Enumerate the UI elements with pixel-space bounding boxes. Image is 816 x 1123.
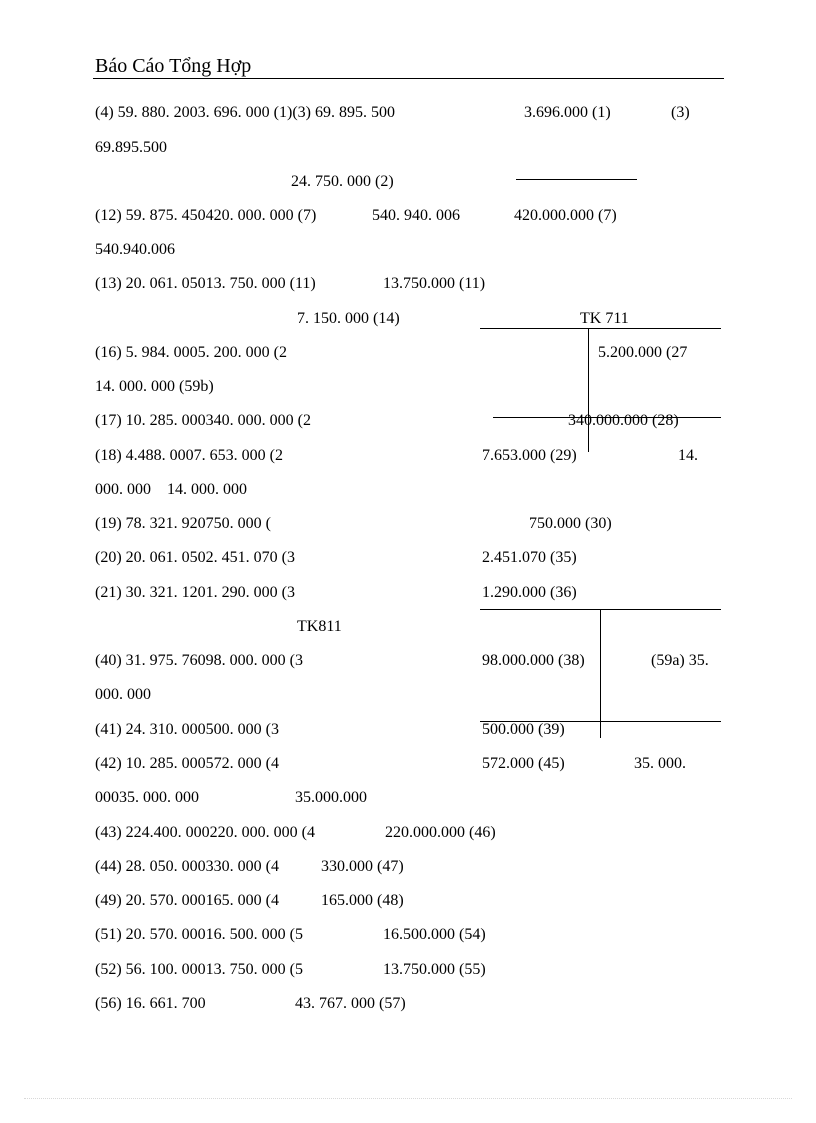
page-bottom-divider bbox=[24, 1098, 792, 1099]
text-line: 7.653.000 (29) bbox=[482, 447, 577, 464]
text-line: 3.696.000 (1) bbox=[524, 104, 611, 121]
text-line: 540.940.006 bbox=[95, 241, 175, 258]
text-line: 24. 750. 000 (2) bbox=[291, 173, 394, 190]
ledger-rule bbox=[516, 179, 637, 180]
text-line: (12) 59. 875. 450420. 000. 000 (7) bbox=[95, 207, 317, 224]
text-line: 2.451.070 (35) bbox=[482, 549, 577, 566]
text-line: (51) 20. 570. 00016. 500. 000 (5 bbox=[95, 926, 303, 943]
text-line: 420.000.000 (7) bbox=[514, 207, 617, 224]
text-line: (20) 20. 061. 0502. 451. 070 (3 bbox=[95, 549, 295, 566]
text-line: (16) 5. 984. 0005. 200. 000 (2 bbox=[95, 344, 287, 361]
text-line: (41) 24. 310. 000500. 000 (3 bbox=[95, 721, 279, 738]
text-line: 14. bbox=[678, 447, 698, 464]
text-line: 000. 000 bbox=[95, 686, 151, 703]
header-rule bbox=[93, 78, 724, 79]
text-line: (52) 56. 100. 00013. 750. 000 (5 bbox=[95, 961, 303, 978]
text-line: (4) 59. 880. 2003. 696. 000 (1)(3) 69. 895. 500 bbox=[95, 104, 395, 121]
text-line: 69.895.500 bbox=[95, 139, 167, 156]
text-line: 000. 000 14. 000. 000 bbox=[95, 481, 247, 498]
text-line: 1.290.000 (36) bbox=[482, 584, 577, 601]
text-line: 98.000.000 (38) bbox=[482, 652, 585, 669]
text-line: 43. 767. 000 (57) bbox=[295, 995, 406, 1012]
text-line: 14. 000. 000 (59b) bbox=[95, 378, 214, 395]
account-heading: TK811 bbox=[297, 618, 342, 635]
text-line: 7. 150. 000 (14) bbox=[297, 310, 400, 327]
text-line: (21) 30. 321. 1201. 290. 000 (3 bbox=[95, 584, 295, 601]
text-line: (18) 4.488. 0007. 653. 000 (2 bbox=[95, 447, 283, 464]
text-line: 750.000 (30) bbox=[529, 515, 612, 532]
text-line: (3) bbox=[671, 104, 690, 121]
text-line: 35.000.000 bbox=[295, 789, 367, 806]
text-line: 500.000 (39) bbox=[482, 721, 565, 738]
text-line: (43) 224.400. 000220. 000. 000 (4 bbox=[95, 824, 315, 841]
text-line: 572.000 (45) bbox=[482, 755, 565, 772]
t-account-divider bbox=[588, 328, 589, 452]
text-line: 540. 940. 006 bbox=[372, 207, 460, 224]
text-line: 330.000 (47) bbox=[321, 858, 404, 875]
text-line: 220.000.000 (46) bbox=[385, 824, 496, 841]
text-line: (17) 10. 285. 000340. 000. 000 (2 bbox=[95, 412, 311, 429]
text-line: 35. 000. bbox=[634, 755, 686, 772]
text-line: 340.000.000 (28) bbox=[568, 412, 679, 429]
text-line: (44) 28. 050. 000330. 000 (4 bbox=[95, 858, 279, 875]
text-line: 165.000 (48) bbox=[321, 892, 404, 909]
text-line: (59a) 35. bbox=[651, 652, 709, 669]
text-line: (13) 20. 061. 05013. 750. 000 (11) bbox=[95, 275, 316, 292]
page-title: Báo Cáo Tổng Hợp bbox=[95, 55, 252, 77]
t-account-divider bbox=[600, 609, 601, 738]
text-line: (42) 10. 285. 000572. 000 (4 bbox=[95, 755, 279, 772]
text-line: (19) 78. 321. 920750. 000 ( bbox=[95, 515, 271, 532]
text-line: (49) 20. 570. 000165. 000 (4 bbox=[95, 892, 279, 909]
text-line: 16.500.000 (54) bbox=[383, 926, 486, 943]
t-account-top-rule bbox=[480, 328, 721, 329]
text-line: 00035. 000. 000 bbox=[95, 789, 199, 806]
text-line: 13.750.000 (11) bbox=[383, 275, 486, 292]
text-line: 13.750.000 (55) bbox=[383, 961, 486, 978]
text-line: (40) 31. 975. 76098. 000. 000 (3 bbox=[95, 652, 303, 669]
account-heading: TK 711 bbox=[580, 310, 629, 327]
text-line: 5.200.000 (27 bbox=[598, 344, 688, 361]
text-line: (56) 16. 661. 700 bbox=[95, 995, 206, 1012]
